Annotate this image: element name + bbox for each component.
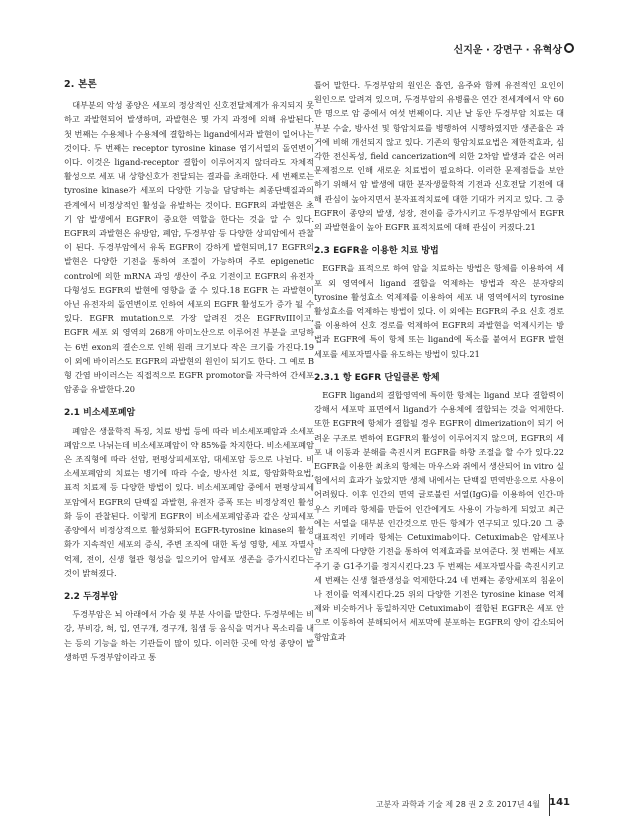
running-header xyxy=(0,0,622,60)
page-footer xyxy=(0,790,622,820)
head-neck-paragraph: 두경부암은 뇌 아래에서 가슴 윗 부분 사이를 말한다. 두경부에는 비강, 부비강, 혀, 입, 연구개, 경구개, 침샘 등 음식을 먹거나 목소리를 내는 등의 기능을 하는 기관들이 많이 있다. 이러한 곳에 악성 종양이 발생하면 두경부암이라고 통 xyxy=(64,609,314,662)
header-authors: 신지운 · 강면구 · 유혁상 xyxy=(453,45,562,56)
right-column xyxy=(314,78,564,644)
subsection-title-antibody: 2.3.1 항 EGFR 단일클론 항체 xyxy=(314,372,440,383)
continued-paragraph: 틀어 말한다. 두경부암의 원인은 흡연, 음주와 함께 유전적인 요인이 원인으로 알려져 있으며, 두경부암의 유병률은 연간 전세계에서 약 60만 명으로 암 중에서 여섯 번째이다. 지난 날 동안 두경부암 치료는 대부분 수술, 방사선 및 항암치료를 병행하여 시행하였지만 생존율은 과거에 비해 개선되지 않고 있다. 기존의 항암치료요법은 제한적효과, 심각한 전신독성, field cancerization에 의한 2차암 발생과 같은 여러 문제점으로 인해 새로운 치료법이 필요하다. 이러한 문제점들을 보안하기 위해서 암 발생에 대한 분자생물학적 기전과 신호전달 기전에 대해 관심이 높아지면서 분자표적치료에 대한 기대가 커지고 있다. 그 중 EGFR이 종양의 발생, 성장, 전이를 증가시키고 두경부암에서 EGFR의 과발현율이 높아 EGFR 표적치료에 대해 관심이 커졌다.21 xyxy=(314,80,564,233)
subsection-title-nsclc: 2.1 비소세포폐암 xyxy=(64,408,136,419)
footer-journal-info: 고분자 과학과 기술 제 28 권 2 호 2017년 4월 xyxy=(375,800,540,809)
antibody-paragraph: EGFR ligand의 결합영역에 특이한 항체는 ligand 보다 결합력이 강해서 세포막 표면에서 ligand가 수용체에 결합되는 것을 억제한다. 또한 EGFR에 항체가 결합될 경우 EGFR이 dimerization이 되기 어려운 구조로 변하여 EGFR의 활성이 이루어지지 않으며, EGFR의 세포 내 이동과 분해를 촉진시켜 EGFR를 하향 조절을 할 수가 있다.22 EGFR을 이용한 최초의 항체는 마우스와 쥐에서 생산되어 in vitro 실험에서의 효과가 높았지만 생체 내에서는 단백질 면역반응으로 사용이 어려웠다. 이후 인간의 면역 글로불린 서열(IgG)를 이용하여 인간-마우스 키메라 항체를 만들어 인간에게도 사용이 가능하게 되었고 최근에는 서열을 대부분 인간것으로 만든 항체가 연구되고 있다.20 그 중 대표적인 키메라 항체는 Cetuximab이다. Cetuximab은 암세포나 암 조직에 다양한 기전을 통하여 억제효과를 보여준다. 첫 번째는 세포 주기 중 G1주기를 정지시킨다.23 두 번째는 세포자멸사를 촉진시키고 세 번째는 신생 혈관생성을 억제한다.24 네 번째는 종양세포의 침윤이나 전이를 억제시킨다.25 위의 다양한 기전은 tyrosine kinase 억제제와 비슷하거나 동일하지만 Cetuximab이 결합된 EGFR은 세포 안으로 이동하여 분해되어서 세포막에 분포하는 EGFR의 양이 감소되어 항암효과 xyxy=(314,390,564,642)
subsection-title-head-neck: 2.2 두경부암 xyxy=(64,591,118,602)
nsclc-paragraph: 폐암은 생물학적 특징, 치료 방법 등에 따라 비소세포폐암과 소세포폐암으로 나뉘는데 비소세포폐암이 약 85%를 차지한다. 비소세포폐암은 조직형에 따라 선암, 편평상피세포암, 대세포암 등으로 나뉜다. 비소세포폐암의 치료는 병기에 따라 수술, 방사선 치료, 항암화학요법, 표적 치료제 등 다양한 방법이 있다. 비소세포폐암 중에서 편평상피세포암에서 EGFR의 단백질 과발현, 유전자 증폭 또는 비정상적인 활성화 등이 관찰된다. 이렇게 EGFR이 비소세포폐암종과 같은 상피세포 종양에서 비정상적으로 활성화되어 EGFR-tyrosine kinase의 활성화가 지속적인 세포의 증식, 주변 조직에 대한 독성 영향, 세포 자멸사 억제, 전이, 신생 혈관 형성을 일으키어 암세포 생존을 증가시킨다는 것이 밝혀졌다. xyxy=(64,425,314,578)
page-number: 141 xyxy=(549,797,570,808)
egfr-therapy-paragraph: EGFR을 표적으로 하여 암을 치료하는 방법은 항체를 이용하여 세포 외 영역에서 ligand 결합을 억제하는 방법과 작은 분자량의 tyrosine 활성효소 억제제를 이용하여 세포 내 영역에서의 tyrosine 활성효소를 억제하는 방법이 있다. 이 외에는 EGFR의 주요 신호 경로를 이용하여 신호 경로를 억제하여 EGFR의 과발현을 억제시키는 방법과 EGFR에 특이 항체 또는 ligand에 독소를 붙여서 EGFR 발현 세포를 세포자멸사를 유도하는 방법이 있다.21 xyxy=(314,263,564,359)
section-title-main: 2. 본론 xyxy=(64,79,97,90)
left-column xyxy=(64,78,314,664)
subsection-title-egfr-therapy: 2.3 EGFR을 이용한 치료 방법 xyxy=(314,246,439,257)
intro-paragraph: 대부분의 악성 종양은 세포의 정상적인 신호전달체계가 유지되지 못하고 과발현되어 발생하며, 과발현은 몇 가지 과정에 의해 유발된다. 첫 번째는 수용체나 수용체에 결합하는 ligand에서과 발현이 일어나는 것이다. 두 번째는 receptor tyrosine kinase 염기서열의 돌연변이이다. 이것은 ligand-receptor 결합이 이루어지지 않더라도 자체적 활성으로 세포 내 상향신호가 전달되는 결과를 초래한다. 세 번째로는 tyrosine kinase가 세포의 다양한 기능을 담당하는 최종단백질과의 관계에서 비정상적인 활성을 유발하는 것이다. EGFR의 과발현은 초기 암 발생에서 EGFR이 중요한 역할을 한다는 것을 알 수 있다. EGFR의 과발현은 유방암, 폐암, 두경부암 등 다양한 상피암에서 관찰이 된다. 두경부암에서 유독 EGFR이 강하게 발현되며,17 EGFR의 발현은 다양한 기전을 통하여 조절이 가능하며 주로 epigenetic control에 의한 mRNA 과잉 생산이 주요 기전이고 EGFR의 유전자 다형성도 EGFR의 발현에 영향을 줄 수 있다.18 EGFR 는 과발현이 아닌 유전자의 돌연변이로 인하여 세포의 EGFR 활성도가 증가 될 수 있다. EGFR mutation으로 가장 알려진 것은 EGFRvIII이고, EGFR 세포 외 영역의 268개 아미노산으로 이루어진 부분을 코딩하는 6번 exon의 결손으로 인해 원래 크기보다 작은 크기를 가진다.19 이 외에 바이러스도 EGFR의 과발현의 원인이 되기도 한다. 그 예로 B형 간염 바이러스는 직접적으로 EGFR promotor를 자극하여 간세포 암종을 유발한다.20 xyxy=(64,100,314,395)
header-circle-icon xyxy=(564,43,574,53)
